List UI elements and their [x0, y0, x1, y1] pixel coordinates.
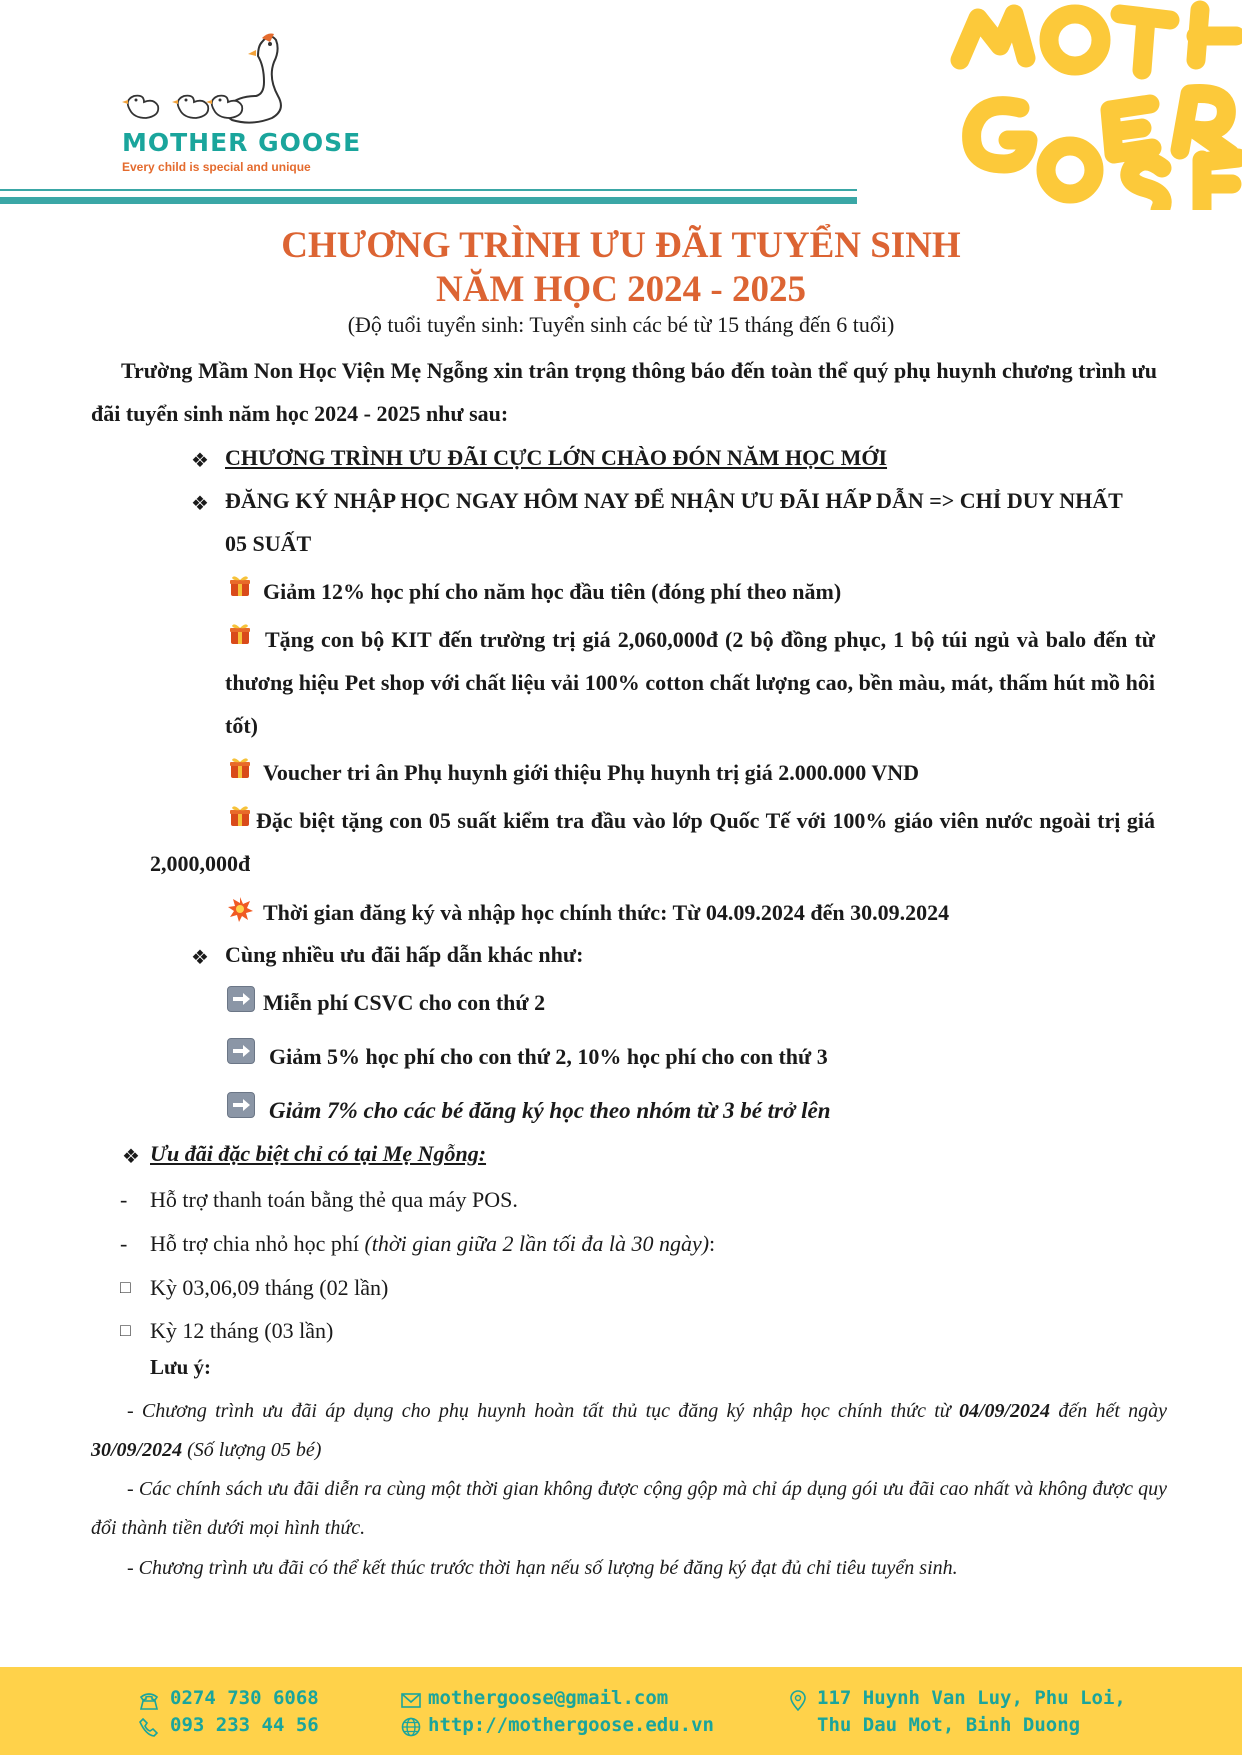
offer-1: Giảm 12% học phí cho năm học đầu tiên (đóng phí theo năm): [263, 579, 842, 604]
telephone-icon: [138, 1689, 160, 1711]
globe-icon: [400, 1716, 422, 1738]
title-line-2: NĂM HỌC 2024 - 2025: [436, 269, 806, 310]
bullet-3: Cùng nhiều ưu đãi hấp dẫn khác như:: [225, 942, 584, 967]
note-1: [91, 1392, 1167, 1470]
note-3: - Chương trình ưu đãi có thể kết thúc trước thời hạn nếu số lượng bé đăng ký đạt đủ chỉ tiêu tuyển sinh.: [127, 1557, 958, 1579]
arrow-right-icon: [227, 986, 255, 1012]
dash-bullet: -: [120, 1187, 128, 1212]
logo: [110, 30, 362, 180]
footer-contact-bar: [0, 1667, 1242, 1755]
note-label: Lưu ý:: [150, 1355, 212, 1379]
term-option-1: Kỳ 03,06,09 tháng (02 lần): [150, 1275, 389, 1300]
header-rule-thin: [0, 189, 857, 191]
arrow-right-icon: [227, 1092, 255, 1118]
footer-website[interactable]: http://mothergoose.edu.vn: [428, 1714, 714, 1736]
note-1-end-date: 30/09/2024: [91, 1439, 183, 1461]
term-option-2: Kỳ 12 tháng (03 lần): [150, 1318, 334, 1343]
header-rule-thick: [0, 197, 857, 204]
offer-3: Voucher tri ân Phụ huynh giới thiệu Phụ huynh trị giá 2.000.000 VND: [263, 760, 920, 785]
intro-paragraph: Trường Mầm Non Học Viện Mẹ Ngỗng xin trân trọng thông báo đến toàn thể quý phụ huynh chương trình ưu đãi tuyển sinh năm học 2024 - 2025 như sau:: [91, 358, 1157, 426]
support-installments-note: (thời gian giữa 2 lần tối đa là 30 ngày): [364, 1231, 710, 1256]
brand-name: MOTHER GOOSE: [122, 128, 362, 157]
footer-phone-1: 0274 730 6068: [170, 1687, 319, 1709]
offer-2: Tặng con bộ KIT đến trường trị giá 2,060,000đ (2 bộ đồng phục, 1 bộ túi ngủ và balo đến từ thương hiệu Pet shop với chất liệu vải 100% cotton chất lượng cao, bền màu, mát, thấm hút mồ hôi tốt): [225, 627, 1155, 738]
offer-4: Đặc biệt tặng con 05 suất kiểm tra đầu vào lớp Quốc Tế với 100% giáo viên nước ngoài trị giá 2,000,000đ: [150, 808, 1155, 876]
mother-goose-decorative-letters: [950, 0, 1242, 210]
footer-phone-2: 093 233 44 56: [170, 1714, 319, 1736]
gift-icon: [228, 574, 252, 598]
note-1-start-date: 04/09/2024: [958, 1400, 1051, 1422]
support-installments-text: Hỗ trợ chia nhỏ học phí: [150, 1231, 365, 1256]
dash-bullet: -: [120, 1231, 128, 1256]
location-pin-icon: [787, 1689, 809, 1711]
note-1-text-c: (Số lượng 05 bé): [182, 1439, 322, 1461]
support-installments-colon: :: [709, 1231, 716, 1256]
checkbox-glyph: □: [120, 1320, 131, 1340]
special-offers-heading: Ưu đãi đặc biệt chỉ có tại Mẹ Ngỗng:: [150, 1141, 487, 1166]
extra-offer-2: Giảm 5% học phí cho con thứ 2, 10% học phí cho con thứ 3: [269, 1044, 828, 1069]
registration-timeframe: Thời gian đăng ký và nhập học chính thức: Từ 04.09.2024 đến 30.09.2024: [263, 900, 950, 925]
note-1-text-a: - Chương trình ưu đãi áp dụng cho phụ huynh hoàn tất thủ tục đăng ký nhập học chính thức từ: [127, 1400, 959, 1422]
checkbox-glyph: □: [120, 1277, 131, 1297]
extra-offer-1: Miễn phí CSVC cho con thứ 2: [263, 990, 546, 1015]
diamond-bullet-icon: ❖: [191, 493, 209, 515]
brand-tagline: Every child is special and unique: [122, 160, 311, 174]
subtitle: (Độ tuổi tuyển sinh: Tuyển sinh các bé từ 15 tháng đến 6 tuổi): [347, 312, 895, 337]
gift-icon: [228, 756, 252, 780]
footer-address-line-1: 117 Huynh Van Luy, Phu Loi,: [817, 1687, 1126, 1709]
note-2: - Các chính sách ưu đãi diễn ra cùng một thời gian không được cộng gộp mà chỉ áp dụng gói ưu đãi cao nhất và không được quy đổi thành tiền dưới mọi hình thức.: [91, 1478, 1167, 1539]
diamond-bullet-icon: ❖: [122, 1146, 140, 1168]
support-pos: Hỗ trợ thanh toán bằng thẻ qua máy POS.: [150, 1187, 518, 1212]
support-installments: [150, 1222, 1050, 1265]
bullet-2: ĐĂNG KÝ NHẬP HỌC NGAY HÔM NAY ĐỂ NHẬN ƯU ĐÃI HẤP DẪN => CHỈ DUY NHẤT 05 SUẤT: [225, 488, 1123, 556]
ducks-logo-icon: [110, 30, 340, 130]
envelope-icon: [400, 1689, 422, 1711]
phone-handset-icon: [138, 1716, 160, 1738]
footer-address-line-2: Thu Dau Mot, Binh Duong: [817, 1714, 1081, 1736]
footer-email[interactable]: mothergoose@gmail.com: [428, 1687, 669, 1709]
bullet-1: CHƯƠNG TRÌNH ƯU ĐÃI CỰC LỚN CHÀO ĐÓN NĂM HỌC MỚI: [225, 445, 888, 470]
arrow-right-icon: [227, 1038, 255, 1064]
diamond-bullet-icon: ❖: [191, 450, 209, 472]
note-1-text-b: đến hết ngày: [1050, 1400, 1168, 1422]
burst-icon: [227, 896, 253, 922]
title-line-1: CHƯƠNG TRÌNH ƯU ĐÃI TUYỂN SINH: [281, 225, 961, 266]
diamond-bullet-icon: ❖: [191, 947, 209, 969]
extra-offer-3: Giảm 7% cho các bé đăng ký học theo nhóm từ 3 bé trở lên: [269, 1098, 831, 1123]
